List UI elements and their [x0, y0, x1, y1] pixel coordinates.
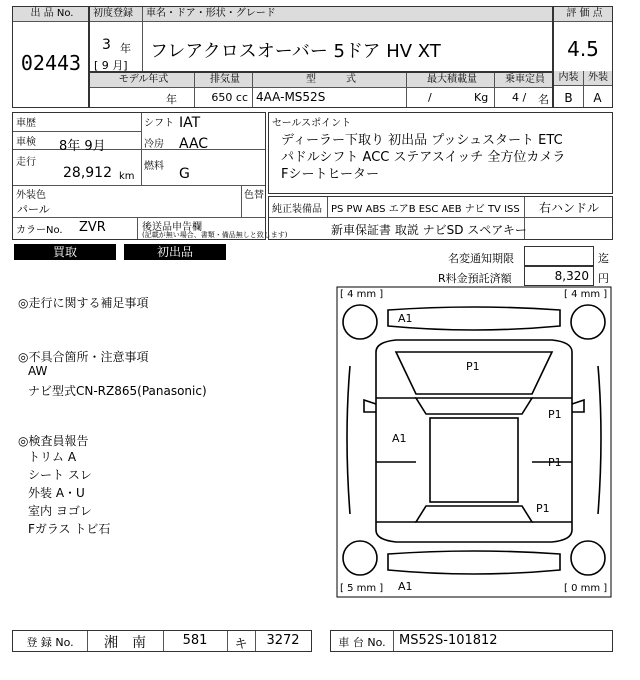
reg-class: 581: [182, 633, 208, 648]
recycle-value: 8,320: [554, 269, 589, 283]
mark-front-a1: A1: [398, 312, 413, 325]
lot-number: 02443: [20, 51, 82, 75]
shift-value: IAT: [179, 115, 201, 131]
inspector-line-3: 外装 A・U: [28, 486, 85, 500]
mark-right-p1-2: P1: [548, 456, 562, 469]
defects-title: ◎不具合箇所・注意事項: [18, 350, 149, 364]
sales-point-label: セールスポイント: [272, 118, 352, 129]
name-change-unit: 迄: [598, 252, 609, 265]
spec-row: [89, 72, 553, 108]
tire-front-right: [ 4 mm ]: [564, 289, 608, 300]
mark-right-p1-3: P1: [536, 502, 550, 515]
capacity-value: 4 /: [512, 91, 527, 104]
recycle-unit: 円: [598, 272, 609, 285]
rating-value: 4.5: [567, 37, 599, 61]
rear-window-outline: [416, 506, 532, 522]
registration-box: [12, 630, 312, 652]
windshield-outline: [416, 398, 532, 414]
model-name: フレアクロスオーバー 5ドア HV XT: [150, 41, 441, 62]
color-no-value: ZVR: [79, 220, 106, 235]
displacement-value: 650 cc: [211, 91, 248, 104]
driving-notes-title: ◎走行に関する補足事項: [18, 296, 149, 310]
first-reg-label: 初度登録: [90, 7, 142, 22]
max-load-label: 最大積載量: [406, 73, 494, 88]
interior-grade: B: [564, 91, 573, 105]
mileage-unit: km: [119, 171, 135, 182]
car-damage-diagram: [336, 286, 612, 598]
defect-line-2: ナビ型式CN-RZ865(Panasonic): [28, 384, 207, 398]
first-reg-year: 3: [102, 37, 111, 53]
max-load-unit: Kg: [474, 91, 489, 104]
aftermarket-label: 後送品申告欄: [142, 222, 202, 233]
roof-outline: [430, 418, 518, 502]
mark-right-p1-1: P1: [548, 408, 562, 421]
wheel-front-right-icon: [571, 305, 605, 339]
name-change-label: 名変通知期限: [448, 252, 514, 265]
tire-rear-right: [ 0 mm ]: [564, 583, 608, 594]
wheel-rear-right-icon: [571, 541, 605, 575]
max-load-value: /: [428, 91, 432, 104]
type-label: 型 式: [252, 73, 406, 88]
shift-label: シフト: [144, 118, 174, 129]
equipment-label: 純正装備品: [272, 204, 322, 215]
rear-bumper-outline: [388, 551, 560, 574]
purchase-button: 買取: [14, 244, 116, 260]
exterior-label: 外装: [583, 71, 612, 86]
type-value: 4AA-MS52S: [256, 90, 326, 104]
chassis-value: MS52S-101812: [399, 633, 498, 648]
reg-area: 湘 南: [104, 635, 146, 651]
sales-line-2: パドルシフト ACC ステアスイッチ 全方位カメラ: [281, 150, 566, 165]
lot-number-box: [12, 6, 89, 108]
interior-label: 内装: [554, 71, 583, 86]
capacity-unit: 名: [538, 93, 549, 106]
lot-number-label: 出 品 No.: [13, 7, 88, 22]
equipment-box: [268, 196, 613, 240]
vehicle-info-box: [12, 112, 288, 240]
defect-line-1: AW: [28, 364, 48, 378]
color-no-label: カラーNo.: [16, 225, 63, 236]
inspector-line-2: シート スレ: [28, 468, 92, 482]
color-change-label: 色替: [244, 190, 264, 201]
rating-box: [553, 6, 613, 108]
sales-line-3: Fシートヒーター: [281, 167, 379, 182]
first-reg-year-unit: 年: [120, 42, 131, 55]
name-change-box: [524, 246, 594, 266]
tire-front-left: [ 4 mm ]: [340, 289, 384, 300]
inspector-title: ◎検査員報告: [18, 434, 89, 448]
rating-label: 評 価 点: [554, 7, 612, 22]
mark-hood-p1: P1: [466, 360, 480, 373]
history-label: 車歴: [16, 118, 36, 129]
fuel-label: 燃料: [144, 161, 164, 172]
vehicle-title-box: [89, 6, 553, 72]
mark-rear-a1: A1: [398, 580, 413, 593]
first-reg-month: [ 9 月]: [94, 59, 128, 72]
shaken-value: 8年 9月: [59, 139, 106, 154]
inspector-line-4: 室内 ヨゴレ: [28, 504, 92, 518]
ac-label: 冷房: [144, 139, 164, 150]
chassis-box: [330, 630, 613, 652]
wheel-front-left-icon: [343, 305, 377, 339]
inspector-line-5: Fガラス トビ石: [28, 522, 111, 536]
model-year-label: モデル年式: [90, 73, 194, 88]
aftermarket-note: (記載が無い場合、書類・備品無しと致します): [142, 231, 288, 239]
model-year-unit: 年: [166, 93, 177, 106]
recycle-box: [524, 266, 594, 286]
hood-outline: [396, 352, 552, 394]
model-name-label: 車名・ドア・形状・グレード: [142, 7, 552, 22]
fuel-value: G: [179, 166, 190, 182]
mileage-value: 28,912: [63, 165, 112, 181]
reg-no-label: 登 録 No.: [26, 636, 74, 649]
capacity-label: 乗車定員: [494, 73, 552, 88]
ext-color-value: パール: [17, 203, 50, 216]
sales-line-1: ディーラー下取り 初出品 プッシュスタート ETC: [281, 133, 563, 148]
wheel-rear-left-icon: [343, 541, 377, 575]
steering-value: 右ハンドル: [538, 201, 599, 215]
ac-value: AAC: [179, 136, 209, 152]
recycle-label: R料金預託済額: [438, 272, 512, 285]
ext-color-label: 外装色: [16, 190, 46, 201]
sales-point-box: [268, 112, 613, 194]
reg-number: 3272: [266, 633, 300, 648]
exterior-grade: A: [593, 91, 602, 105]
mileage-label: 走行: [16, 157, 36, 168]
displacement-label: 排気量: [194, 73, 252, 88]
first-listing-button: 初出品: [124, 244, 226, 260]
shaken-label: 車検: [16, 137, 36, 148]
mark-left-a1: A1: [392, 432, 407, 445]
front-bumper-outline: [388, 307, 560, 330]
tire-rear-left: [ 5 mm ]: [340, 583, 384, 594]
equipment-value: PS PW ABS エアB ESC AEB ナビ TV ISS: [331, 204, 520, 215]
reg-kana: キ: [234, 637, 248, 652]
inspector-line-1: トリム A: [28, 450, 77, 464]
chassis-label: 車 台 No.: [338, 636, 386, 649]
warranty-value: 新車保証書 取説 ナビSD スペアキー: [331, 223, 527, 237]
